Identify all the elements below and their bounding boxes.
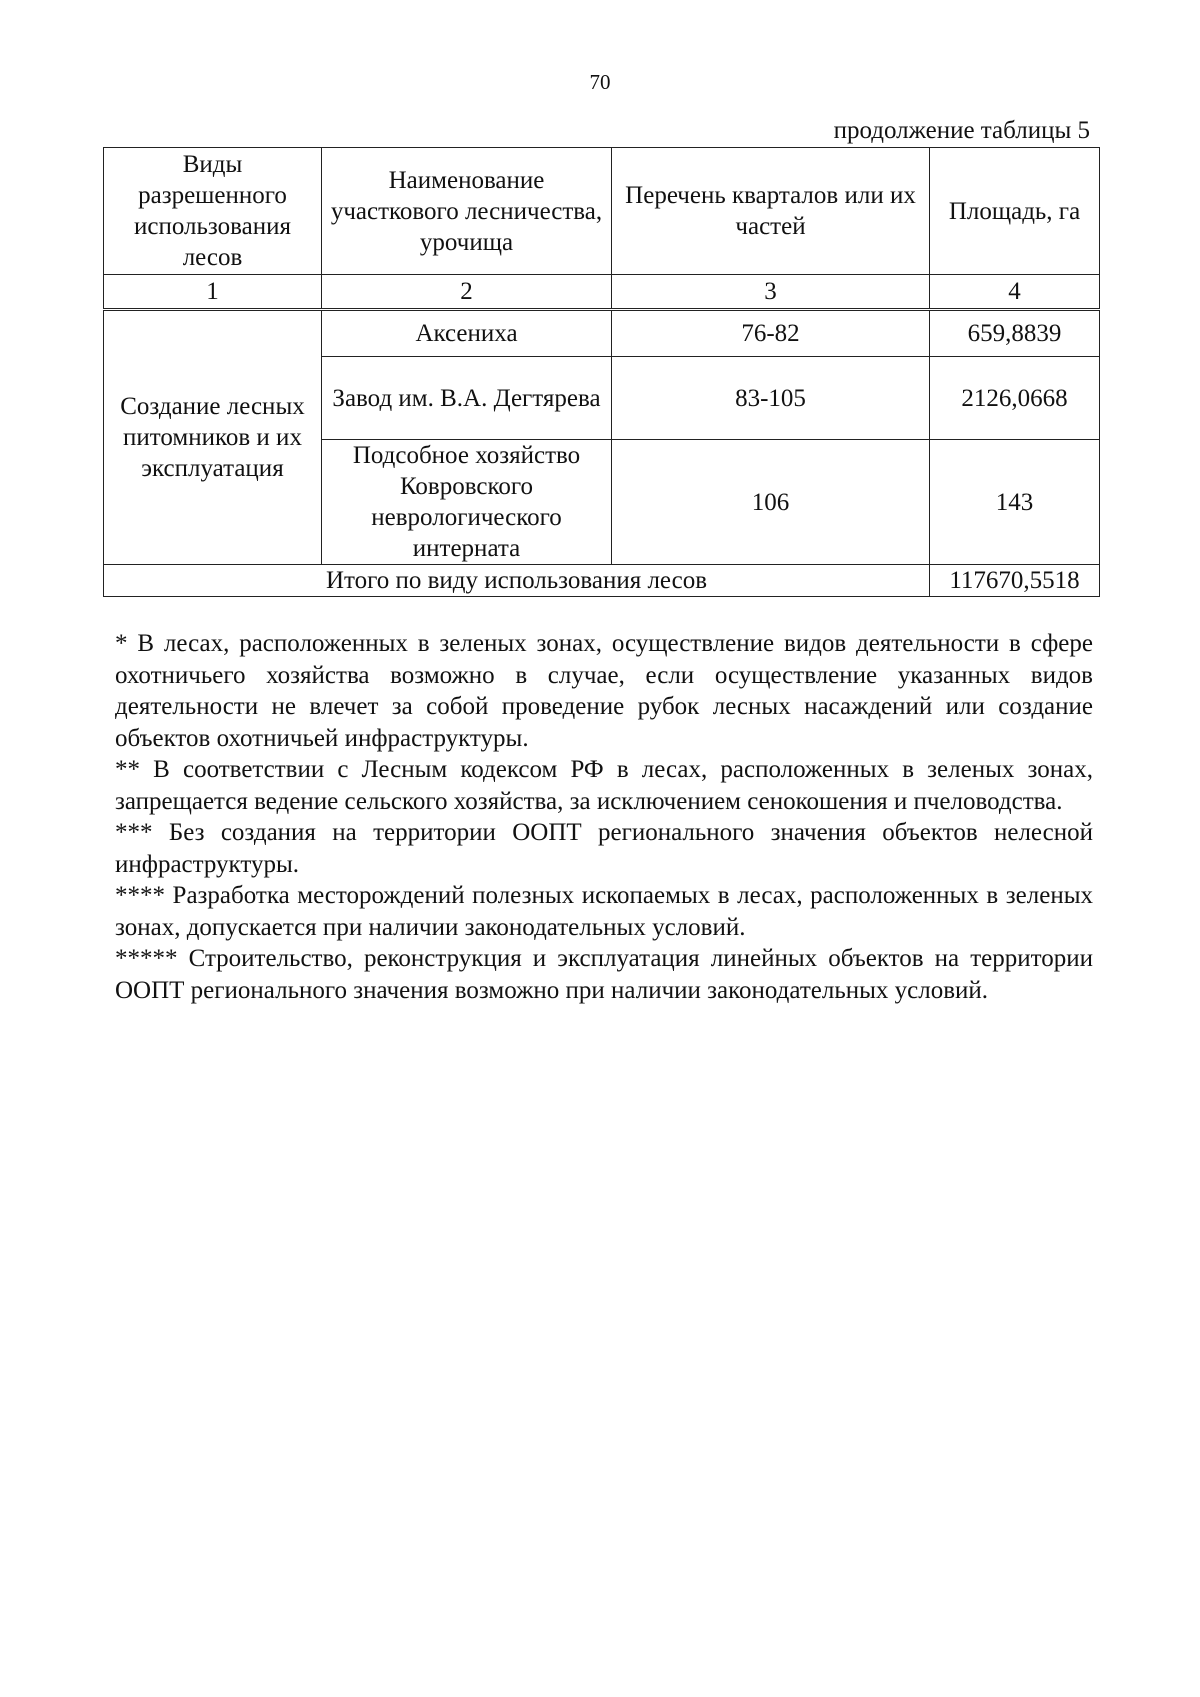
forest-use-table xyxy=(103,147,1100,597)
column-number: 1 xyxy=(104,275,322,310)
footnote: *** Без создания на территории ООПТ регионального значения объектов нелесной инфраструктуры. xyxy=(115,819,1093,878)
column-number: 4 xyxy=(930,275,1100,310)
area-cell: 2126,0668 xyxy=(930,357,1100,440)
header-forestry-name: Наименование участкового лесничества, урочища xyxy=(322,148,612,275)
area-cell: 659,8839 xyxy=(930,310,1100,357)
total-label: Итого по виду использования лесов xyxy=(104,565,930,597)
quarters-cell: 76-82 xyxy=(612,310,930,357)
header-quarters-list: Перечень кварталов или их частей xyxy=(612,148,930,275)
footnote: * В лесах, расположенных в зеленых зонах, осуществление видов деятельности в сфере охотничьего хозяйства возможно в случае, если осуществление указанных видов деятельности не влечет за собой проведение рубок лесных насаждений или создание объектов охотничьей инфраструктуры. xyxy=(115,630,1093,752)
footnote: ** В соответствии с Лесным кодексом РФ в лесах, расположенных в зеленых зонах, запрещается ведение сельского хозяйства, за исключением сенокошения и пчеловодства. xyxy=(115,756,1093,815)
page-number: 70 xyxy=(589,70,611,94)
forestry-name-cell: Аксениха xyxy=(322,310,612,357)
column-number: 3 xyxy=(612,275,930,310)
header-use-type: Виды разрешенного использования лесов xyxy=(104,148,322,275)
footnote: **** Разработка месторождений полезных ископаемых в лесах, расположенных в зеленых зонах, допускается при наличии законодательных условий. xyxy=(115,882,1093,941)
forestry-name-cell: Подсобное хозяйство Ковровского неврологического интерната xyxy=(322,440,612,565)
footnotes xyxy=(115,628,1093,1006)
table-row xyxy=(104,310,1100,357)
header-area: Площадь, га xyxy=(930,148,1100,275)
quarters-cell: 83-105 xyxy=(612,357,930,440)
total-value: 117670,5518 xyxy=(930,565,1100,597)
quarters-cell: 106 xyxy=(612,440,930,565)
table-continuation-label: продолжение таблицы 5 xyxy=(833,117,1090,144)
column-number: 2 xyxy=(322,275,612,310)
forestry-name-cell: Завод им. В.А. Дегтярева xyxy=(322,357,612,440)
column-number-row xyxy=(104,275,1100,310)
footnote: ***** Строительство, реконструкция и эксплуатация линейных объектов на территории ООПТ регионального значения возможно при наличии законодательных условий. xyxy=(115,945,1093,1004)
table-header-row xyxy=(104,148,1100,275)
group-label-cell: Создание лесных питомников и их эксплуатация xyxy=(104,310,322,565)
total-row xyxy=(104,565,1100,597)
area-cell: 143 xyxy=(930,440,1100,565)
